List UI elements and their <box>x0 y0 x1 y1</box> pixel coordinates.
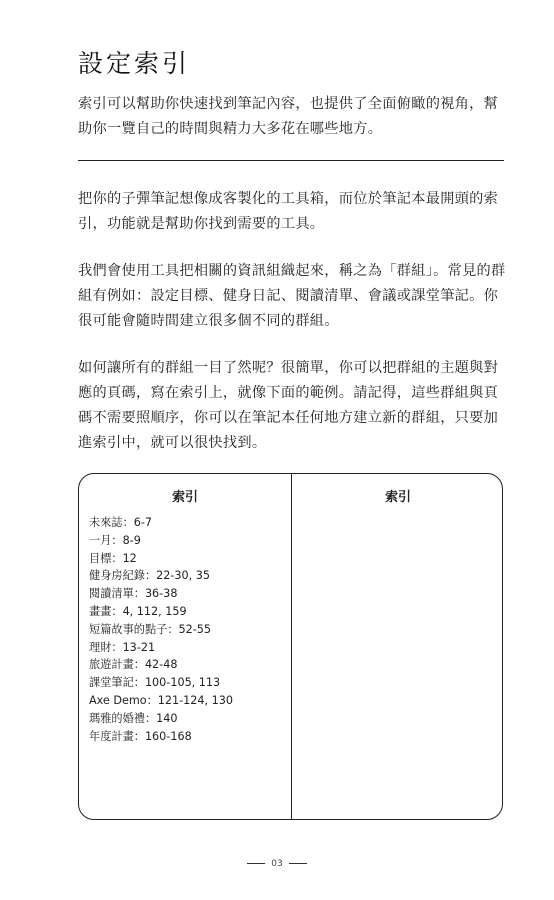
index-entry: 理財：13-21 <box>89 640 156 654</box>
body-paragraph: 我們會使用工具把相關的資訊組織起來，稱之為「群組」。常見的群組有例如：設定目標、健身日記、閱讀清單、會議或課堂筆記。你很可能會隨時間建立很多個不同的群組。 <box>78 263 506 329</box>
index-entry-list <box>89 514 233 745</box>
index-entry: 瑪雅的婚禮：140 <box>89 711 178 725</box>
index-entry: 課堂筆記：100-105, 113 <box>89 676 221 690</box>
page-title: 設定索引 <box>78 49 191 78</box>
index-entry: 畫畫：4, 112, 159 <box>89 604 187 618</box>
index-entry: 目標：12 <box>89 551 137 565</box>
page-number: 03 <box>271 859 283 869</box>
index-entry: 未來誌：6-7 <box>89 516 153 529</box>
body-paragraph: 如何讓所有的群組一目了然呢？很簡單，你可以把群組的主題與對應的頁碼，寫在索引上，就像下面的範例。請記得，這些群組與頁碼不需要照順序，你可以在筆記本任何地方建立新的群組，只要加進索引中，就可以很快找到。 <box>78 360 499 451</box>
index-entry: 一月：8-9 <box>89 533 141 547</box>
page-footer <box>0 859 554 869</box>
index-entry: 旅遊計畫：42-48 <box>89 658 178 672</box>
index-entry: Axe Demo：121-124, 130 <box>89 693 234 707</box>
intro-paragraph: 索引可以幫助你快速找到筆記內容，也提供了全面俯瞰的視角，幫助你一覽自己的時間與精力大多花在哪些地方。 <box>78 96 499 137</box>
index-right-title: 索引 <box>384 490 411 505</box>
index-entry: 健身房紀錄：22-30, 35 <box>89 569 210 583</box>
footer-dash-left <box>247 863 265 864</box>
index-entry: 短篇故事的點子：52-55 <box>89 622 212 636</box>
index-example-card <box>78 473 503 820</box>
index-entry: 閱讀清單：36-38 <box>89 587 178 601</box>
body-paragraph: 把你的子彈筆記想像成客製化的工具箱，而位於筆記本最開頭的索引，功能就是幫助你找到需要的工具。 <box>78 191 499 232</box>
footer-dash-right <box>289 863 307 864</box>
horizontal-divider <box>78 160 504 161</box>
card-column-divider <box>291 474 292 819</box>
index-entry: 年度計畫：160-168 <box>89 729 192 743</box>
index-left-title: 索引 <box>171 490 198 505</box>
